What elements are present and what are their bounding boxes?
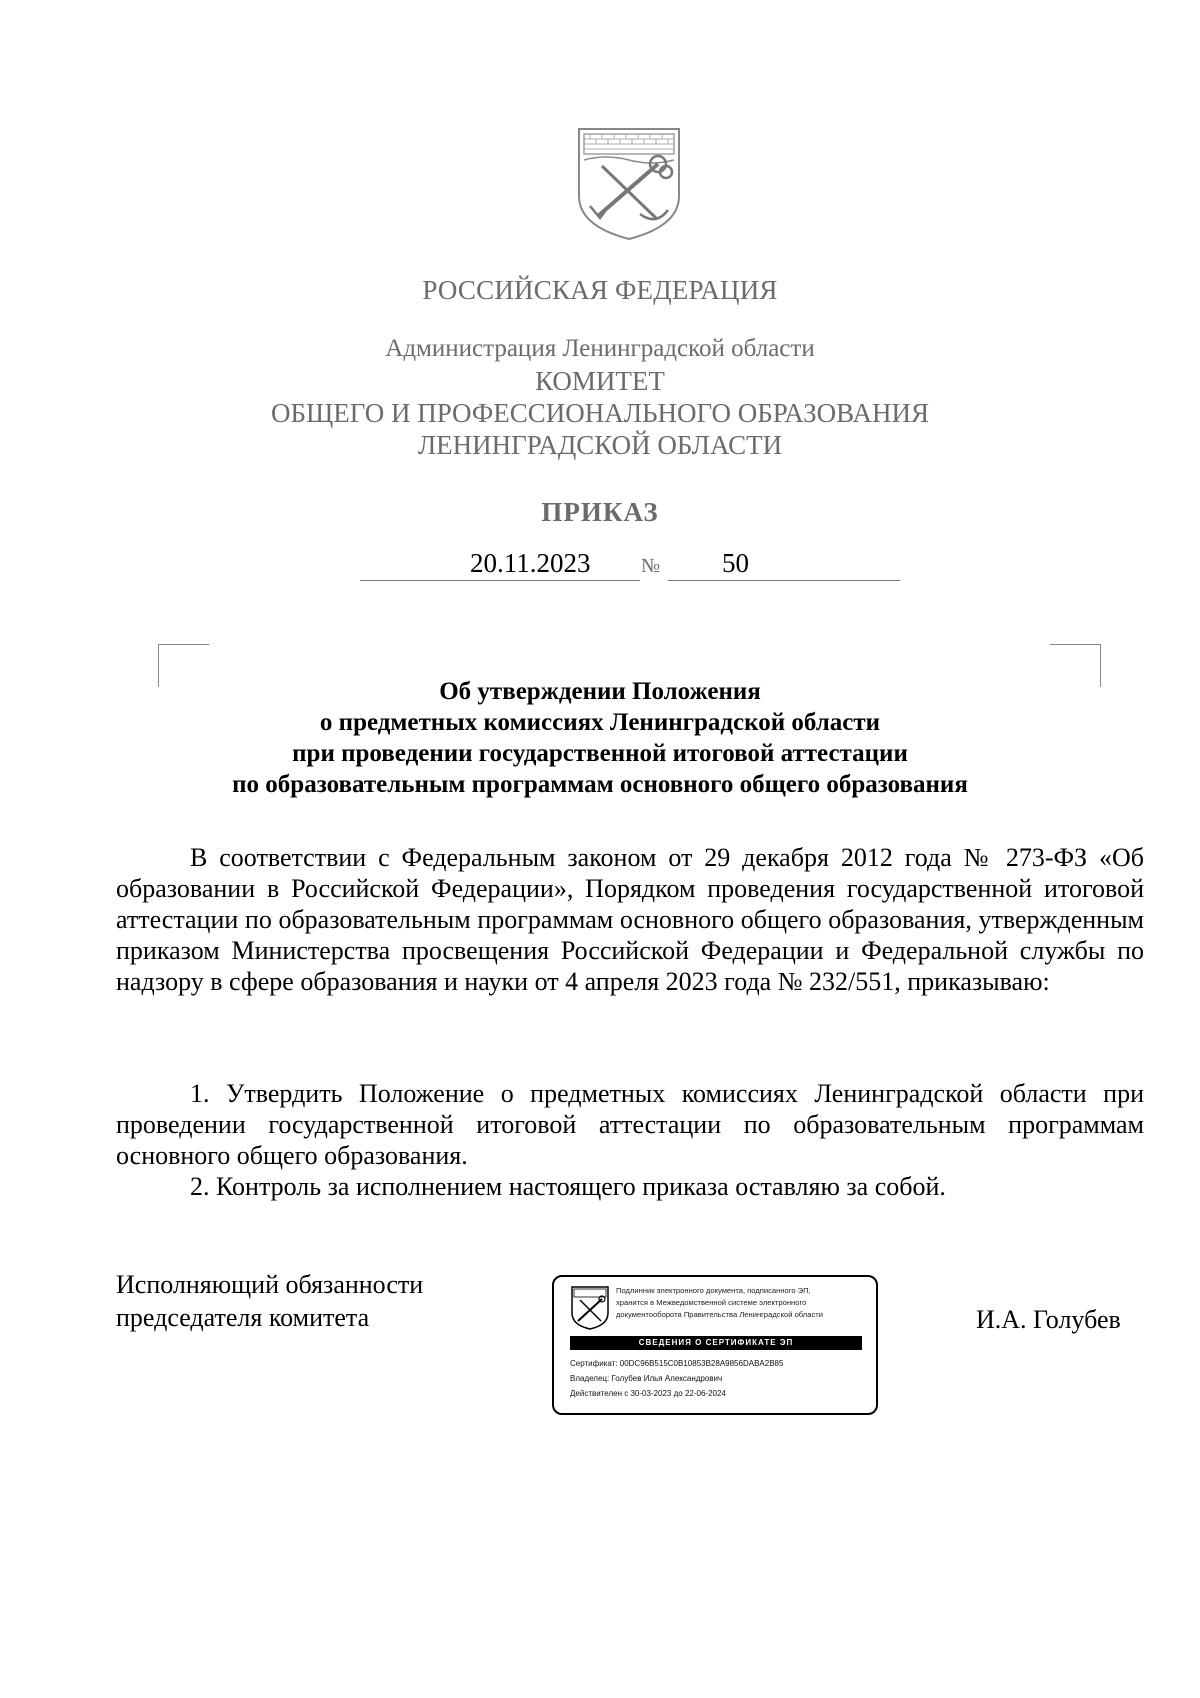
title-line: при проведении государственной итоговой аттестации — [292, 740, 908, 767]
document-type: ПРИКАЗ — [541, 497, 659, 527]
committee-name-line: ОБЩЕГО И ПРОФЕССИОНАЛЬНОГО ОБРАЗОВАНИЯ — [271, 398, 929, 428]
date-underline — [360, 580, 640, 581]
signer-position — [116, 1268, 423, 1334]
stamp-coat-of-arms-icon — [570, 1285, 610, 1331]
order-item: 1. Утвердить Положение о предметных комиссиях Ленинградской области при проведении государственной итоговой аттестации по образовательным программам основного общего образования. — [116, 1079, 1144, 1170]
order-item: 2. Контроль за исполнением настоящего приказа оставляю за собой. — [190, 1172, 946, 1201]
signer-position-line: председателя комитета — [116, 1303, 370, 1332]
signer-name: И.А. Голубев — [976, 1305, 1121, 1334]
order-date: 20.11.2023 — [470, 548, 591, 578]
certificate-header-band: СВЕДЕНИЯ О СЕРТИФИКАТЕ ЭП — [570, 1336, 862, 1350]
signer-position-line: Исполняющий обязанности — [116, 1270, 424, 1299]
country-name: РОССИЙСКАЯ ФЕДЕРАЦИЯ — [422, 275, 778, 305]
title-line: Об утверждении Положения — [439, 678, 761, 705]
committee-title: КОМИТЕТ — [535, 366, 665, 396]
number-sign: № — [641, 555, 661, 577]
electronic-signature-stamp — [552, 1275, 878, 1415]
title-line: о предметных комиссиях Ленинградской области — [319, 709, 881, 736]
administration-name: Администрация Ленинградской области — [385, 335, 815, 362]
stamp-note — [616, 1285, 872, 1321]
coat-of-arms-icon — [576, 126, 682, 242]
number-underline — [668, 580, 900, 581]
stamp-note-line: документооборота Правительства Ленинградской области — [616, 1310, 823, 1319]
document-title — [0, 676, 1200, 800]
stamp-note-line: Подлинник электронного документа, подписанного ЭП, — [616, 1286, 811, 1295]
stamp-note-line: хранится в Межведомственной системе электронного — [616, 1298, 807, 1307]
title-line: по образовательным программам основного общего образования — [232, 771, 968, 798]
certificate-validity: Действителен с 30-03-2023 до 22-06-2024 — [570, 1389, 726, 1398]
committee-region-line: ЛЕНИНГРАДСКОЙ ОБЛАСТИ — [417, 430, 783, 460]
order-items — [116, 1078, 1144, 1202]
certificate-id: Сертификат: 00DC96B515C0B10853B28A9856DABA2B85 — [570, 1359, 784, 1368]
certificate-owner: Владелец: Голубев Илья Александрович — [570, 1374, 723, 1383]
preamble-paragraph: В соответствии с Федеральным законом от 29 декабря 2012 года № 273-ФЗ «Об образовании в Российской Федерации», Порядком проведения государственной итоговой аттестации по образовательным программам основного общего образования, утвержденным приказом Министерства просвещения Российской Федерации и Федеральной службы по надзору в сфере образования и науки от 4 апреля 2023 года № 232/551, приказываю: — [116, 843, 1144, 996]
order-number: 50 — [722, 548, 749, 578]
